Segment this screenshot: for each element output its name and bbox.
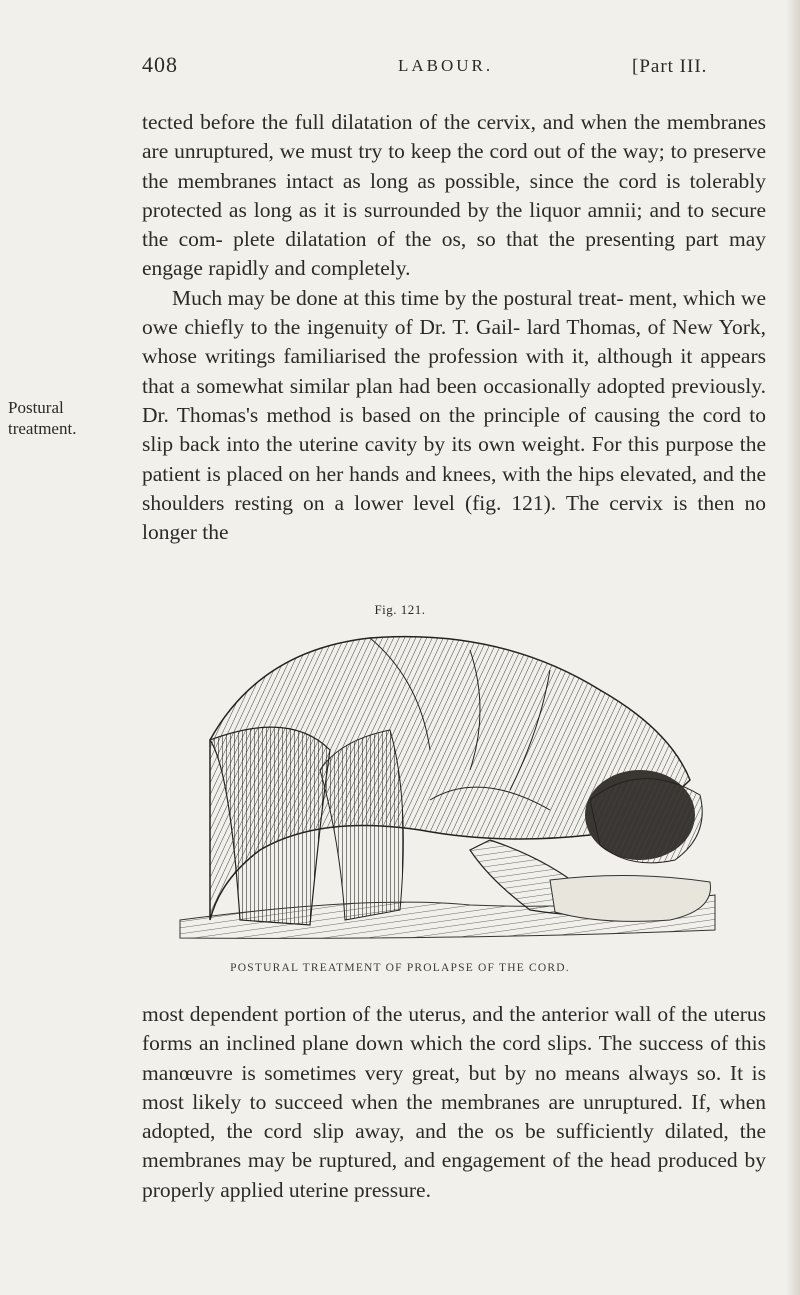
engraving-postural-treatment [170, 620, 720, 950]
body-text-top [142, 108, 766, 547]
running-head: LABOUR. [398, 56, 494, 75]
paragraph-continued-after-figure: most dependent portion of the uterus, and the anterior wall of the uterus forms an inclined plane down which the cord slips. The success of this manœuvre is sometimes very great, but by no means always so. It is most likely to succeed when the membranes are unruptured. If, when adopted, the cord slip away, and the os be sufficiently dilated, the membranes may be ruptured, and engagement of the head produced by properly applied uterine pressure. [142, 1002, 766, 1202]
paragraph-continued: tected before the full dilatation of the cervix, and when the membranes are unruptured, we must try to keep the cord out of the way; to preserve the membranes intact as long as possible, since the cord is tolerably protected as long as it is surrounded by the liquor amnii; and to secure the com- plete dilatation of the os, so that the presenting part may engage rapidly and completely. [142, 110, 766, 281]
page-number: 408 [142, 52, 178, 77]
paragraph-postural-treatment: Much may be done at this time by the postural treat- ment, which we owe chiefly to the ingenuity of Dr. T. Gail- lard Thomas, of New York, whose writings familiarised the profession with it, although it appears that a somewhat similar plan had been occasionally adopted previously. Dr. Thomas's method is based on the principle of causing the cord to slip back into the uterine cavity by its own weight. For this purpose the patient is placed on her hands and knees, with the hips elevated, and the shoulders resting on a lower level (fig. 121). The cervix is then no longer the [142, 285, 766, 545]
margin-note: Postural treatment. [8, 398, 77, 438]
body-text-bottom [142, 1000, 766, 1205]
figure-illustration [170, 620, 720, 950]
part-label: [Part III. [632, 56, 708, 77]
figure-caption: POSTURAL TREATMENT OF PROLAPSE OF THE CORD. [230, 962, 570, 974]
figure-label: Fig. 121. [374, 602, 426, 617]
page-edge-shadow [786, 0, 800, 1295]
page-header [142, 52, 788, 88]
